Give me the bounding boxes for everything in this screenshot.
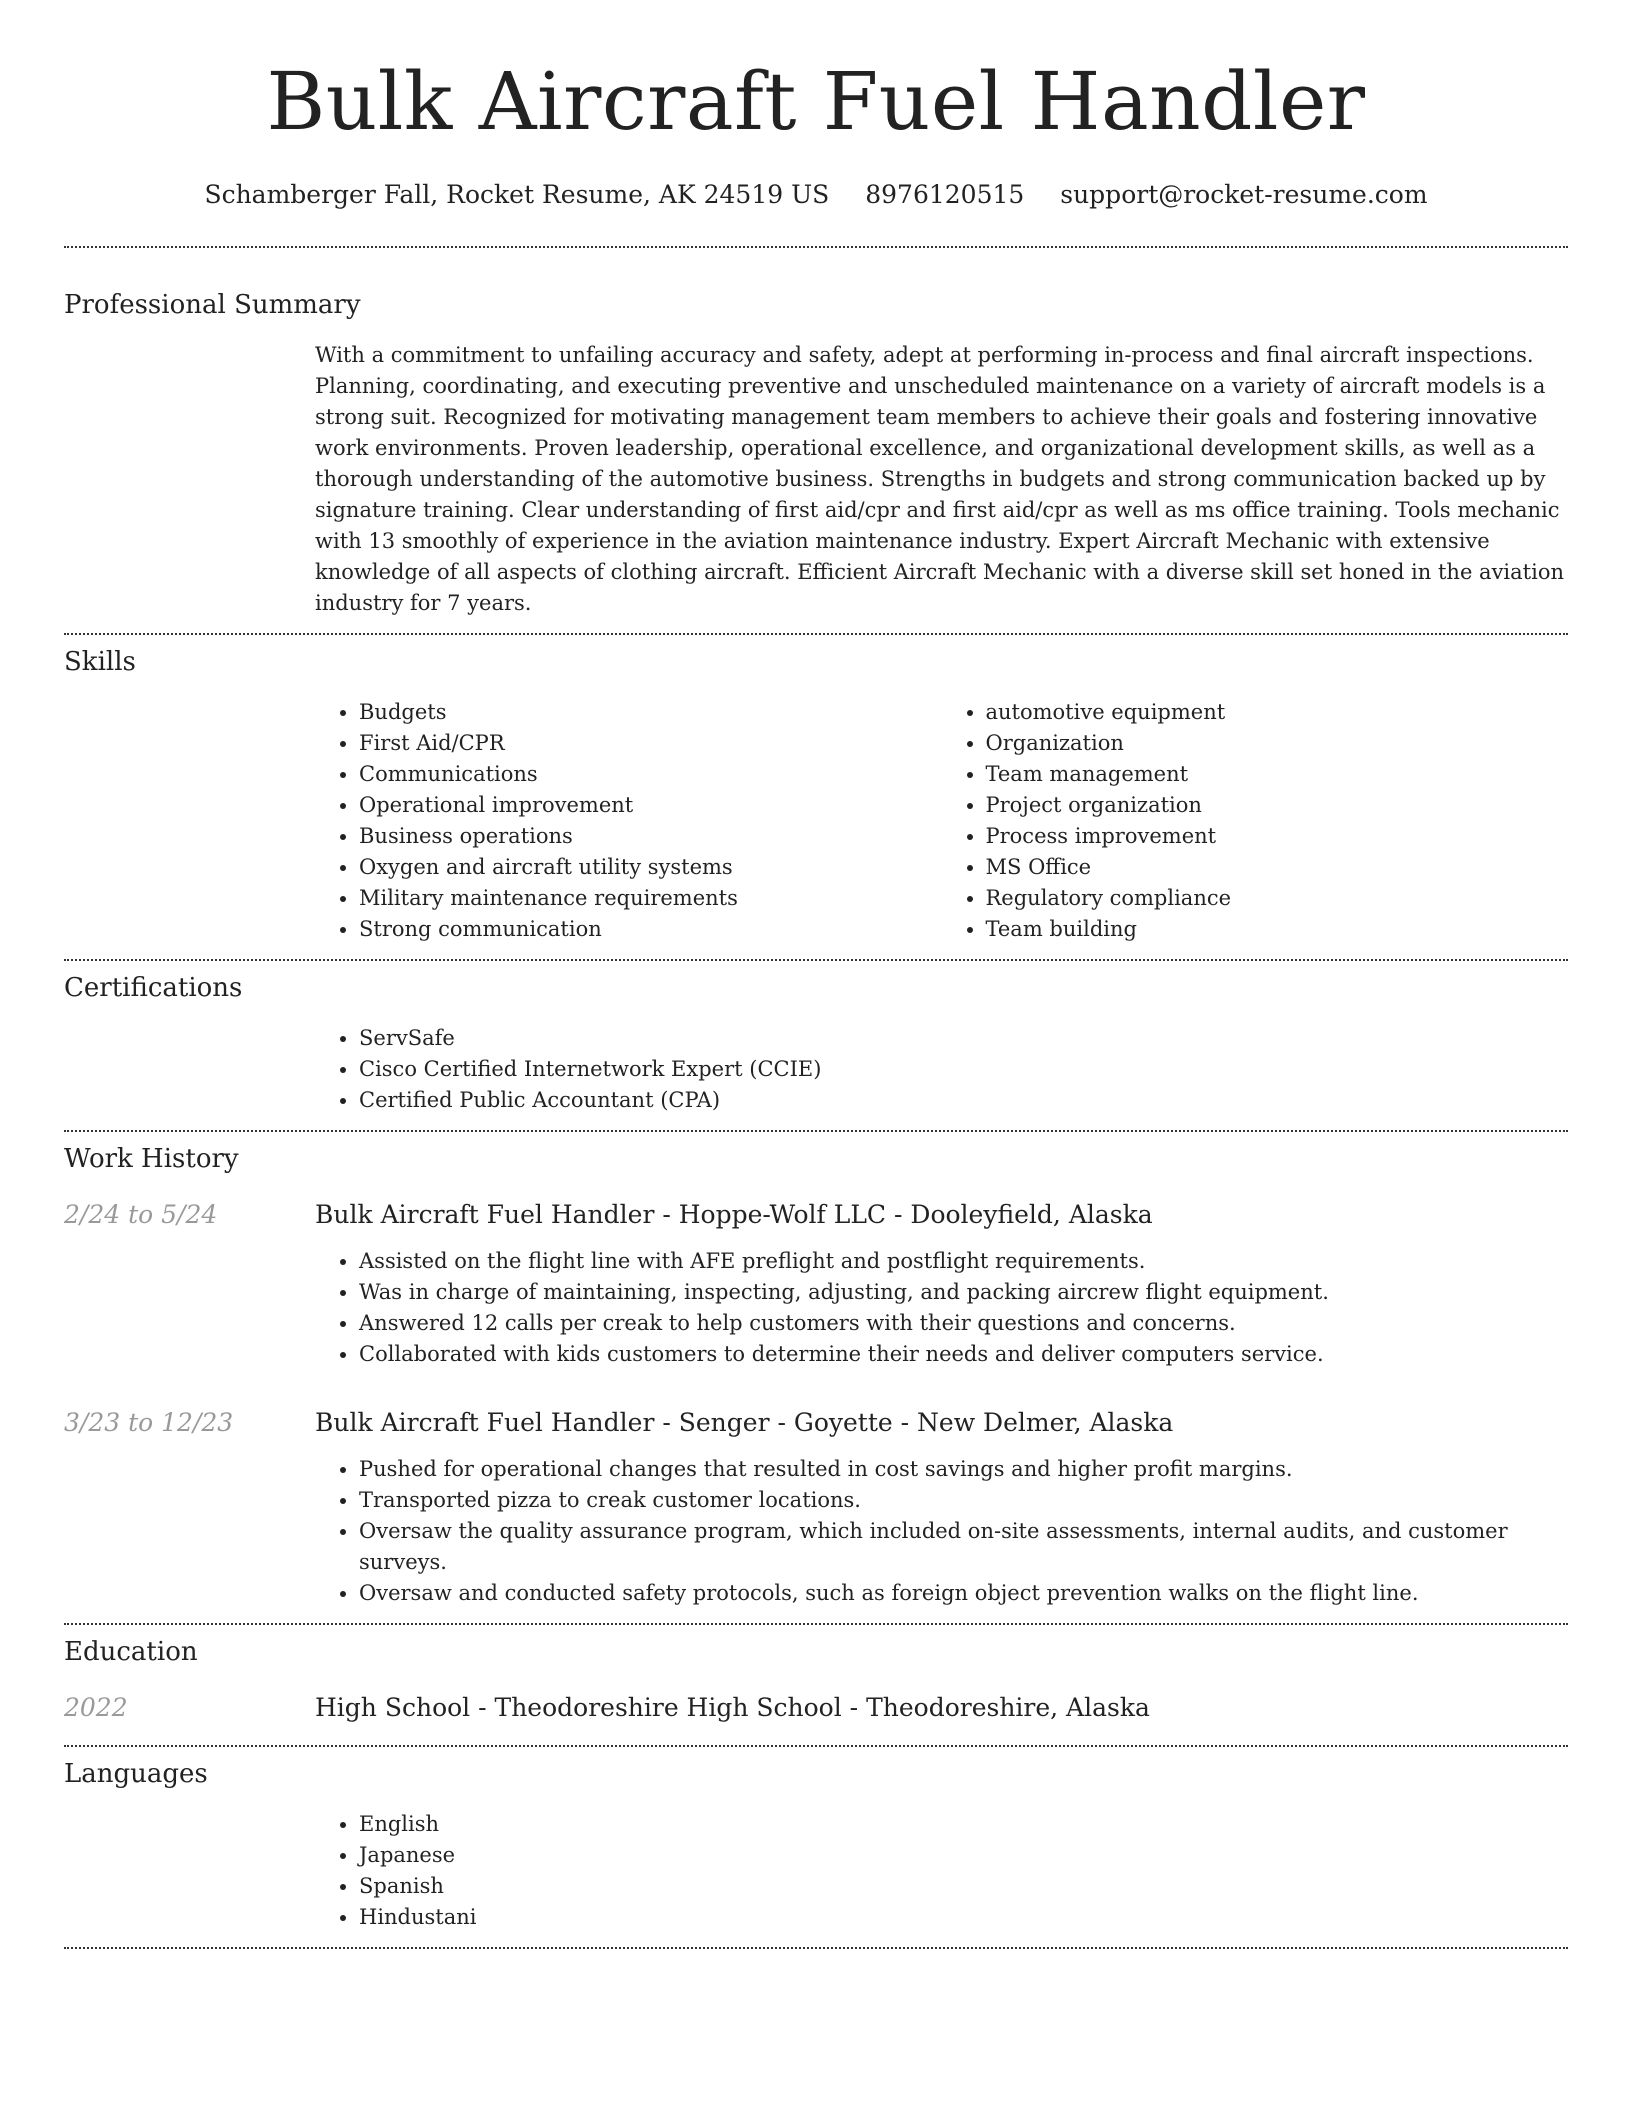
list-item: • Team building (986, 914, 1569, 945)
list-item: • Certified Public Accountant (CPA) (359, 1085, 1568, 1116)
contact-phone: 8976120515 (865, 180, 1025, 209)
list-item: • automotive equipment (986, 697, 1569, 728)
list-item: • Project organization (986, 790, 1569, 821)
list-item: • Oversaw the quality assurance program, which included on-site assessments, internal audits, and customer surveys. (359, 1516, 1568, 1578)
list-item: • Budgets (359, 697, 942, 728)
job-bullets (315, 1454, 1568, 1609)
list-item: • MS Office (986, 852, 1569, 883)
contact-address: Schamberger Fall, Rocket Resume, AK 24519 US (204, 180, 830, 209)
list-item: • Organization (986, 728, 1569, 759)
job-heading: Bulk Aircraft Fuel Handler - Hoppe-Wolf LLC - Dooleyfield, Alaska (315, 1200, 1153, 1229)
candidate-name: Bulk Aircraft Fuel Handler (266, 55, 1366, 148)
education-entry (64, 1691, 1568, 1725)
list-item: • Team management (986, 759, 1569, 790)
work-section (64, 1132, 1568, 1623)
section-title-skills: Skills (64, 647, 136, 677)
education-year: 2022 (64, 1693, 128, 1722)
list-item: • Pushed for operational changes that resulted in cost savings and higher profit margins. (359, 1454, 1568, 1485)
education-heading: High School - Theodoreshire High School - Theodoreshire, Alaska (315, 1693, 1150, 1722)
certifications-section (64, 961, 1568, 1130)
list-item: • Regulatory compliance (986, 883, 1569, 914)
certifications-list (315, 1023, 1568, 1116)
job-entry (64, 1406, 1568, 1609)
list-item: • Answered 12 calls per creak to help customers with their questions and concerns. (359, 1308, 1568, 1339)
list-item: • Assisted on the flight line with AFE preflight and postflight requirements. (359, 1246, 1568, 1277)
section-title-education: Education (64, 1637, 198, 1667)
list-item: • Operational improvement (359, 790, 942, 821)
education-section (64, 1625, 1568, 1745)
section-title-certifications: Certifications (64, 973, 243, 1003)
contact-line (64, 178, 1568, 212)
list-item: • Strong communication (359, 914, 942, 945)
list-item: • Oversaw and conducted safety protocols, such as foreign object prevention walks on the flight line. (359, 1578, 1568, 1609)
list-item: • Communications (359, 759, 942, 790)
job-heading: Bulk Aircraft Fuel Handler - Senger - Goyette - New Delmer, Alaska (315, 1408, 1174, 1437)
list-item: • Japanese (359, 1840, 1568, 1871)
list-item: • ServSafe (359, 1023, 1568, 1054)
languages-list (315, 1809, 1568, 1933)
list-item: • Collaborated with kids customers to determine their needs and deliver computers service. (359, 1339, 1568, 1370)
skills-list-left (315, 697, 942, 945)
job-dates: 2/24 to 5/24 (64, 1200, 218, 1229)
divider (64, 1947, 1568, 1949)
resume-header (64, 0, 1568, 212)
job-entry (64, 1198, 1568, 1370)
section-title-languages: Languages (64, 1759, 208, 1789)
skills-list-right (942, 697, 1569, 945)
list-item: • Hindustani (359, 1902, 1568, 1933)
languages-section (64, 1747, 1568, 1947)
list-item: • Military maintenance requirements (359, 883, 942, 914)
list-item: • Was in charge of maintaining, inspecting, adjusting, and packing aircrew flight equipment. (359, 1277, 1568, 1308)
list-item: • Spanish (359, 1871, 1568, 1902)
job-dates: 3/23 to 12/23 (64, 1408, 234, 1437)
list-item: • Oxygen and aircraft utility systems (359, 852, 942, 883)
section-title-work: Work History (64, 1144, 239, 1174)
list-item: • Process improvement (986, 821, 1569, 852)
list-item: • Cisco Certified Internetwork Expert (CCIE) (359, 1054, 1568, 1085)
job-bullets (315, 1246, 1568, 1370)
contact-email: support@rocket-resume.com (1060, 180, 1428, 209)
summary-section (64, 248, 1568, 633)
skills-section (64, 635, 1568, 959)
list-item: • English (359, 1809, 1568, 1840)
list-item: • First Aid/CPR (359, 728, 942, 759)
list-item: • Transported pizza to creak customer locations. (359, 1485, 1568, 1516)
summary-text: With a commitment to unfailing accuracy and safety, adept at performing in-process and final aircraft inspections. Planning, coordinating, and executing preventive and unscheduled maintenance on a variety of aircraft models is a strong suit. Recognized for motivating management team members to achieve their goals and fostering innovative work environments. Proven leadership, operational excellence, and organizational development skills, as well as a thorough understanding of the automotive business. Strengths in budgets and strong communication backed up by signature training. Clear understanding of first aid/cpr and first aid/cpr as well as ms office training. Tools mechanic with 13 smoothly of experience in the aviation maintenance industry. Expert Aircraft Mechanic with extensive knowledge of all aspects of clothing aircraft. Efficient Aircraft Mechanic with a diverse skill set honed in the aviation industry for 7 years. (315, 343, 1564, 615)
section-title-summary: Professional Summary (64, 290, 361, 320)
list-item: • Business operations (359, 821, 942, 852)
